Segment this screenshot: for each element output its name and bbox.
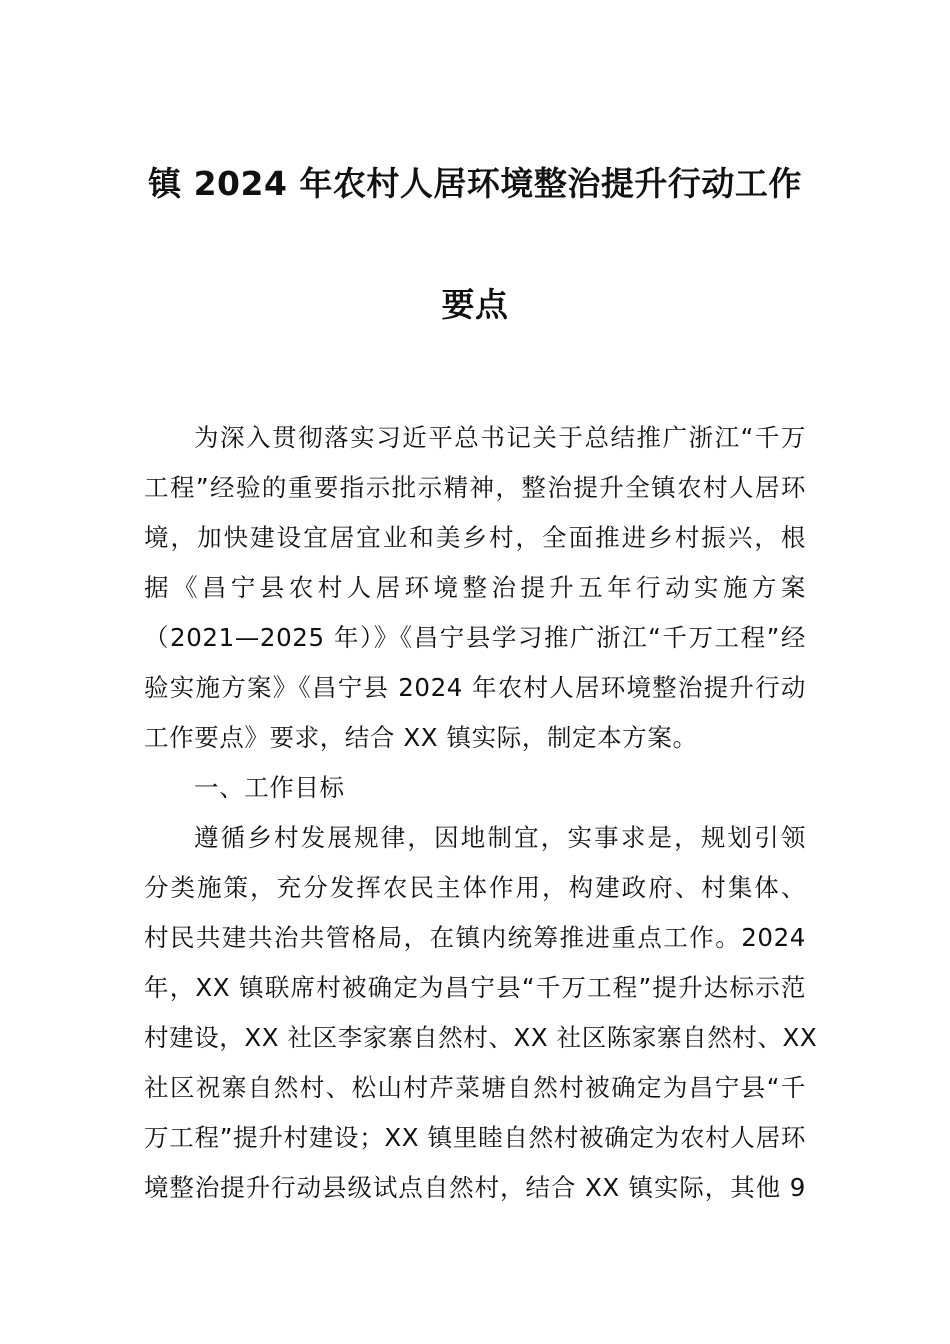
document-title-line-2: 要点 xyxy=(441,285,509,324)
document-title-line-1: 镇 2024 年农村人居环境整治提升行动工作 xyxy=(148,164,802,203)
paragraph-2-line-3: 村民共建共治共管格局，在镇内统筹推进重点工作。2024 xyxy=(144,923,806,952)
paragraph-1-line-3: 境，加快建设宜居宜业和美乡村，全面推进乡村振兴，根 xyxy=(144,523,806,552)
section-heading-work-goals: 一、工作目标 xyxy=(194,773,345,802)
paragraph-1-line-2: 工程”经验的重要指示批示精神，整治提升全镇农村人居环 xyxy=(144,473,806,502)
paragraph-2-line-1: 遵循乡村发展规律，因地制宜，实事求是，规划引领 xyxy=(194,823,806,852)
paragraph-2-line-6: 社区祝寨自然村、松山村芹菜塘自然村被确定为昌宁县“千 xyxy=(144,1073,806,1102)
paragraph-2-line-8: 境整治提升行动县级试点自然村，结合 XX 镇实际，其他 9 xyxy=(144,1173,806,1202)
paragraph-1-line-1: 为深入贯彻落实习近平总书记关于总结推广浙江“千万 xyxy=(194,423,806,452)
paragraph-1-line-7: 工作要点》要求，结合 XX 镇实际，制定本方案。 xyxy=(144,723,698,752)
paragraph-1-line-5: （2021—2025 年）》《昌宁县学习推广浙江“千万工程”经 xyxy=(144,623,806,652)
paragraph-2-line-2: 分类施策，充分发挥农民主体作用，构建政府、村集体、 xyxy=(144,873,806,902)
paragraph-2-line-4: 年，XX 镇联席村被确定为昌宁县“千万工程”提升达标示范 xyxy=(144,973,806,1002)
paragraph-2-line-7: 万工程”提升村建设；XX 镇里睦自然村被确定为农村人居环 xyxy=(144,1123,806,1152)
paragraph-1-line-6: 验实施方案》《昌宁县 2024 年农村人居环境整治提升行动 xyxy=(144,673,806,702)
paragraph-2-line-5: 村建设，XX 社区李家寨自然村、XX 社区陈家寨自然村、XX xyxy=(144,1023,818,1052)
paragraph-1-line-4: 据《昌宁县农村人居环境整治提升五年行动实施方案 xyxy=(144,573,806,602)
